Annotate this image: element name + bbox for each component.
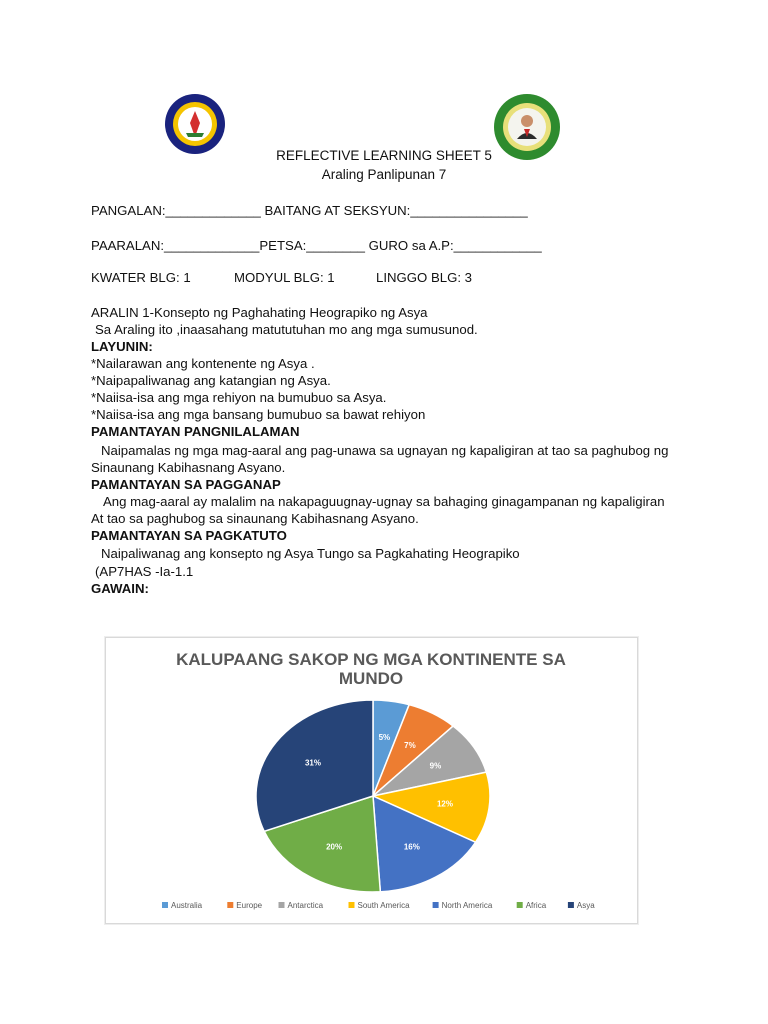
pie-slice-label: 16% — [403, 842, 420, 852]
sheet-subtitle: Araling Panlipunan 7 — [321, 167, 447, 182]
legend-label: Australia — [171, 901, 203, 910]
objectives-heading: LAYUNIN: — [91, 339, 153, 354]
division-seal-logo — [164, 93, 226, 155]
objective-item: *Naipapaliwanag ang katangian ng Asya. — [91, 373, 331, 388]
objective-item: *Naiisa-isa ang mga bansang bumubuo sa bawat rehiyon — [91, 407, 426, 422]
legend-label: Africa — [525, 901, 547, 910]
objective-item: *Naiisa-isa ang mga rehiyon na bumubuo sa Asya. — [91, 390, 387, 405]
content-standard-text-2: Sinaunang Kabihasnang Asyano. — [91, 460, 286, 475]
legend-label: Europe — [236, 901, 263, 910]
lesson-title: ARALIN 1-Konsepto ng Paghahating Heograpiko ng Asya — [91, 305, 428, 320]
performance-standard-text: Ang mag-aaral ay malalim na nakapaguugnay-ugnay sa bahaging ginagampanan ng kapaligiran — [103, 494, 665, 509]
learning-competency-code: (AP7HAS -Ia-1.1 — [95, 564, 194, 579]
pie-slice-label: 20% — [326, 842, 343, 852]
pie-chart — [105, 637, 638, 924]
legend-label: South America — [357, 901, 410, 910]
week-number: LINGGO BLG: 3 — [376, 270, 473, 285]
legend-swatch — [349, 902, 355, 908]
module-number: MODYUL BLG: 1 — [234, 270, 335, 285]
legend-swatch — [433, 902, 439, 908]
lesson-intro: Sa Araling ito ,inaasahang matututuhan mo ang mga sumusunod. — [95, 322, 478, 337]
content-standard-text: Naipamalas ng mga mag-aaral ang pag-unawa sa ugnayan ng kapaligiran at tao sa paghubog ng — [101, 443, 669, 458]
legend-swatch — [279, 902, 285, 908]
chart-title-line-2: MUNDO — [338, 669, 404, 688]
activity-heading: GAWAIN: — [91, 581, 149, 596]
learning-competency-text: Naipaliwanag ang konsepto ng Asya Tungo sa Pagkahating Heograpiko — [101, 546, 520, 561]
pie-slice-label: 7% — [404, 740, 416, 750]
legend-label: North America — [441, 901, 493, 910]
pie-slice-label: 9% — [429, 761, 442, 771]
pie-slice-label: 5% — [378, 733, 391, 743]
legend-label: Antarctica — [287, 901, 324, 910]
pie-chart-svg — [106, 638, 637, 923]
chart-title-line-1: KALUPAANG SAKOP NG MGA KONTINENTE SA — [176, 650, 566, 669]
sheet-title: REFLECTIVE LEARNING SHEET 5 — [276, 148, 492, 163]
pie-slice-label: 12% — [436, 799, 453, 809]
legend-swatch — [568, 902, 574, 908]
legend-label: Asya — [576, 901, 595, 910]
quarter-number: KWATER BLG: 1 — [91, 270, 191, 285]
pie-slice-label: 31% — [304, 758, 322, 768]
legend-swatch — [162, 902, 168, 908]
performance-standard-text-2: At tao sa paghubog sa sinaunang Kabihasnang Asyano. — [91, 511, 419, 526]
name-section-field[interactable]: PANGALAN:_____________ BAITANG AT SEKSYUN:________________ — [91, 203, 528, 218]
legend-swatch — [227, 902, 233, 908]
school-date-teacher-field[interactable]: PAARALAN:_____________PETSA:________ GURO sa A.P:____________ — [91, 238, 542, 253]
objective-item: *Nailarawan ang kontenente ng Asya . — [91, 356, 315, 371]
learning-competency-heading: PAMANTAYAN SA PAGKATUTO — [91, 528, 287, 543]
legend-swatch — [517, 902, 523, 908]
performance-standard-heading: PAMANTAYAN SA PAGGANAP — [91, 477, 281, 492]
content-standard-heading: PAMANTAYAN PANGNILALAMAN — [91, 424, 300, 439]
